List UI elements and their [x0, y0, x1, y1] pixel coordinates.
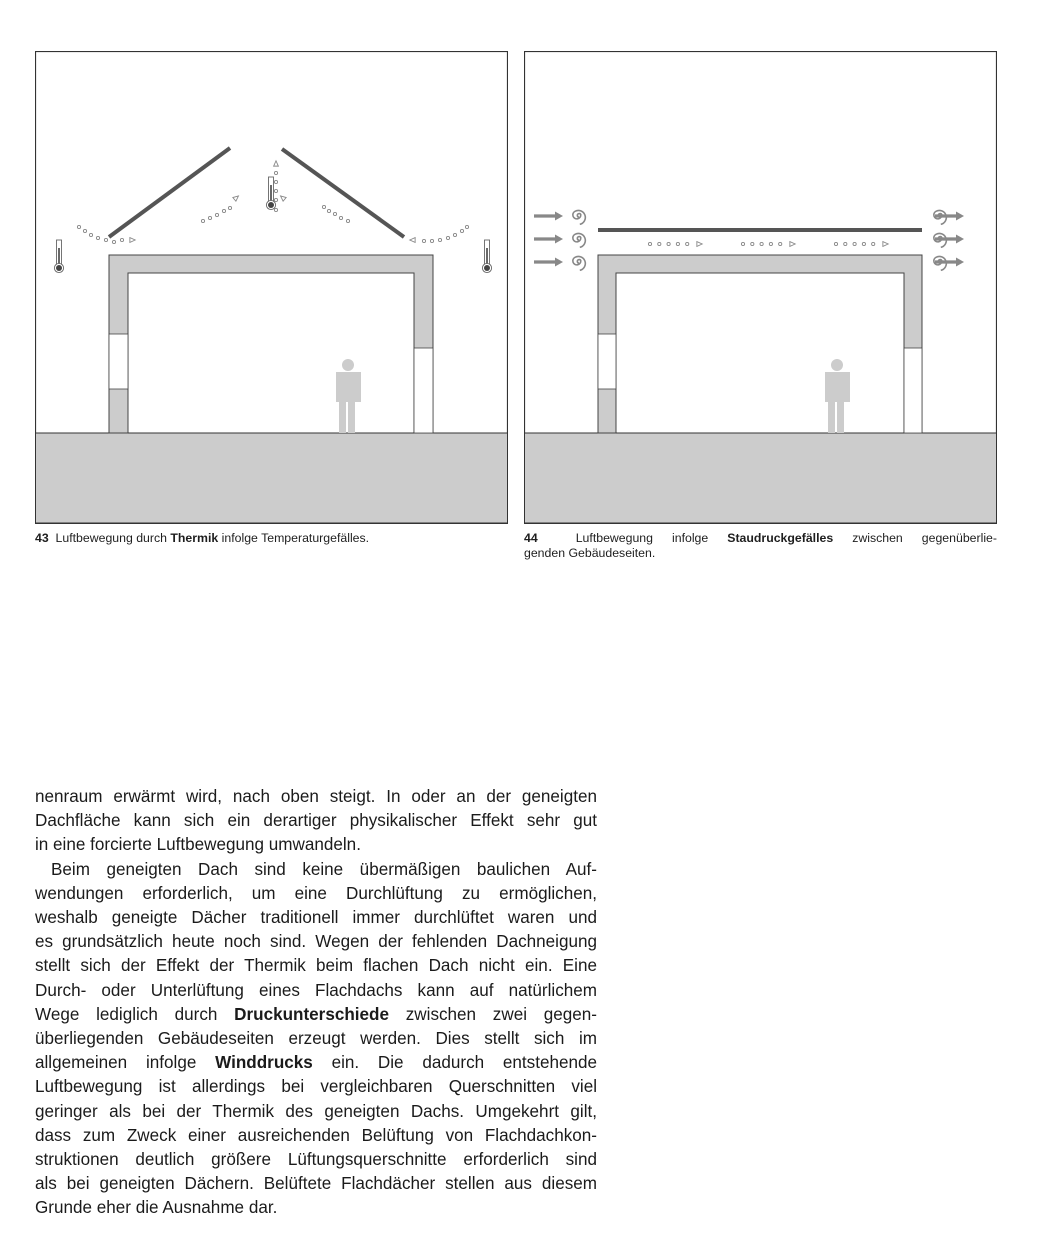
text-line: struktionen deutlich größere Lüftungsquerschnitte erforderlich sind	[35, 1150, 597, 1170]
text-line: dass zum Zweck einer ausreichenden Belüftung von Flachdachkon-	[35, 1125, 597, 1145]
thermometer-bulb	[268, 202, 274, 208]
emphasis: Druckunterschiede	[234, 1004, 389, 1024]
figure-number: 44	[524, 531, 538, 545]
figure-44-caption: 44 Luftbewegung infolge Staudruckgefälles zwischen gegenüberlie- genden Gebäudeseiten.	[524, 531, 997, 560]
figure-43	[35, 51, 508, 524]
emphasis: Winddrucks	[215, 1053, 313, 1073]
text-line: Durch- oder Unterlüftung eines Flachdachs kann auf natürlichem	[35, 980, 597, 1000]
thermometer-bulb	[56, 265, 62, 271]
text-line: als bei geneigten Dächern. Belüftete Flachdächer stellen aus diesem	[35, 1174, 597, 1194]
text-line: nenraum erwärmt wird, nach oben steigt. In oder an der geneigten	[35, 787, 597, 806]
text-line: Luftbewegung ist allerdings bei vergleichbaren Querschnitten viel	[35, 1077, 597, 1097]
thermometer-bulb	[484, 265, 490, 271]
text-line: überliegenden Gebäudeseiten erzeugt werden. Dies stellt sich im	[35, 1029, 597, 1049]
ground	[525, 433, 997, 523]
text-line: weshalb geneigte Dächer traditionell immer durchlüftet waren und	[35, 908, 597, 928]
text-line: wendungen erforderlich, um eine Durchlüftung zu ermöglichen,	[35, 883, 597, 903]
text-line: Grunde eher die Ausnahme dar.	[35, 1198, 278, 1218]
text-line: stellt sich der Effekt der Thermik beim flachen Dach nicht ein. Eine	[35, 956, 597, 976]
figure-44	[524, 51, 997, 524]
window-left	[109, 334, 128, 389]
text-line: es grundsätzlich heute noch sind. Wegen der fehlenden Dachneigung	[35, 932, 597, 952]
figure-43-caption: 43 Luftbewegung durch Thermik infolge Temperaturgefälles.	[35, 531, 370, 545]
text-line: geringer als bei der Thermik des geneigten Dachs. Umgekehrt gilt,	[35, 1101, 597, 1121]
body-text	[35, 785, 597, 1221]
door-right	[904, 348, 922, 433]
text-line: Dachfläche kann sich ein derartiger physikalischer Effekt sehr gut	[35, 811, 597, 831]
text-line: allgemeinen infolge Winddrucks ein. Die dadurch entstehende	[35, 1053, 597, 1073]
figure-number: 43	[35, 531, 49, 545]
window-left	[598, 334, 616, 389]
text-line: Beim geneigten Dach sind keine übermäßigen baulichen Auf-	[51, 859, 597, 879]
text-line: Wege lediglich durch Druckunterschiede zwischen zwei gegen-	[35, 1004, 597, 1024]
text-line: in eine forcierte Luftbewegung umwandeln.	[35, 835, 361, 855]
ground	[36, 433, 508, 523]
door-right	[414, 348, 433, 433]
